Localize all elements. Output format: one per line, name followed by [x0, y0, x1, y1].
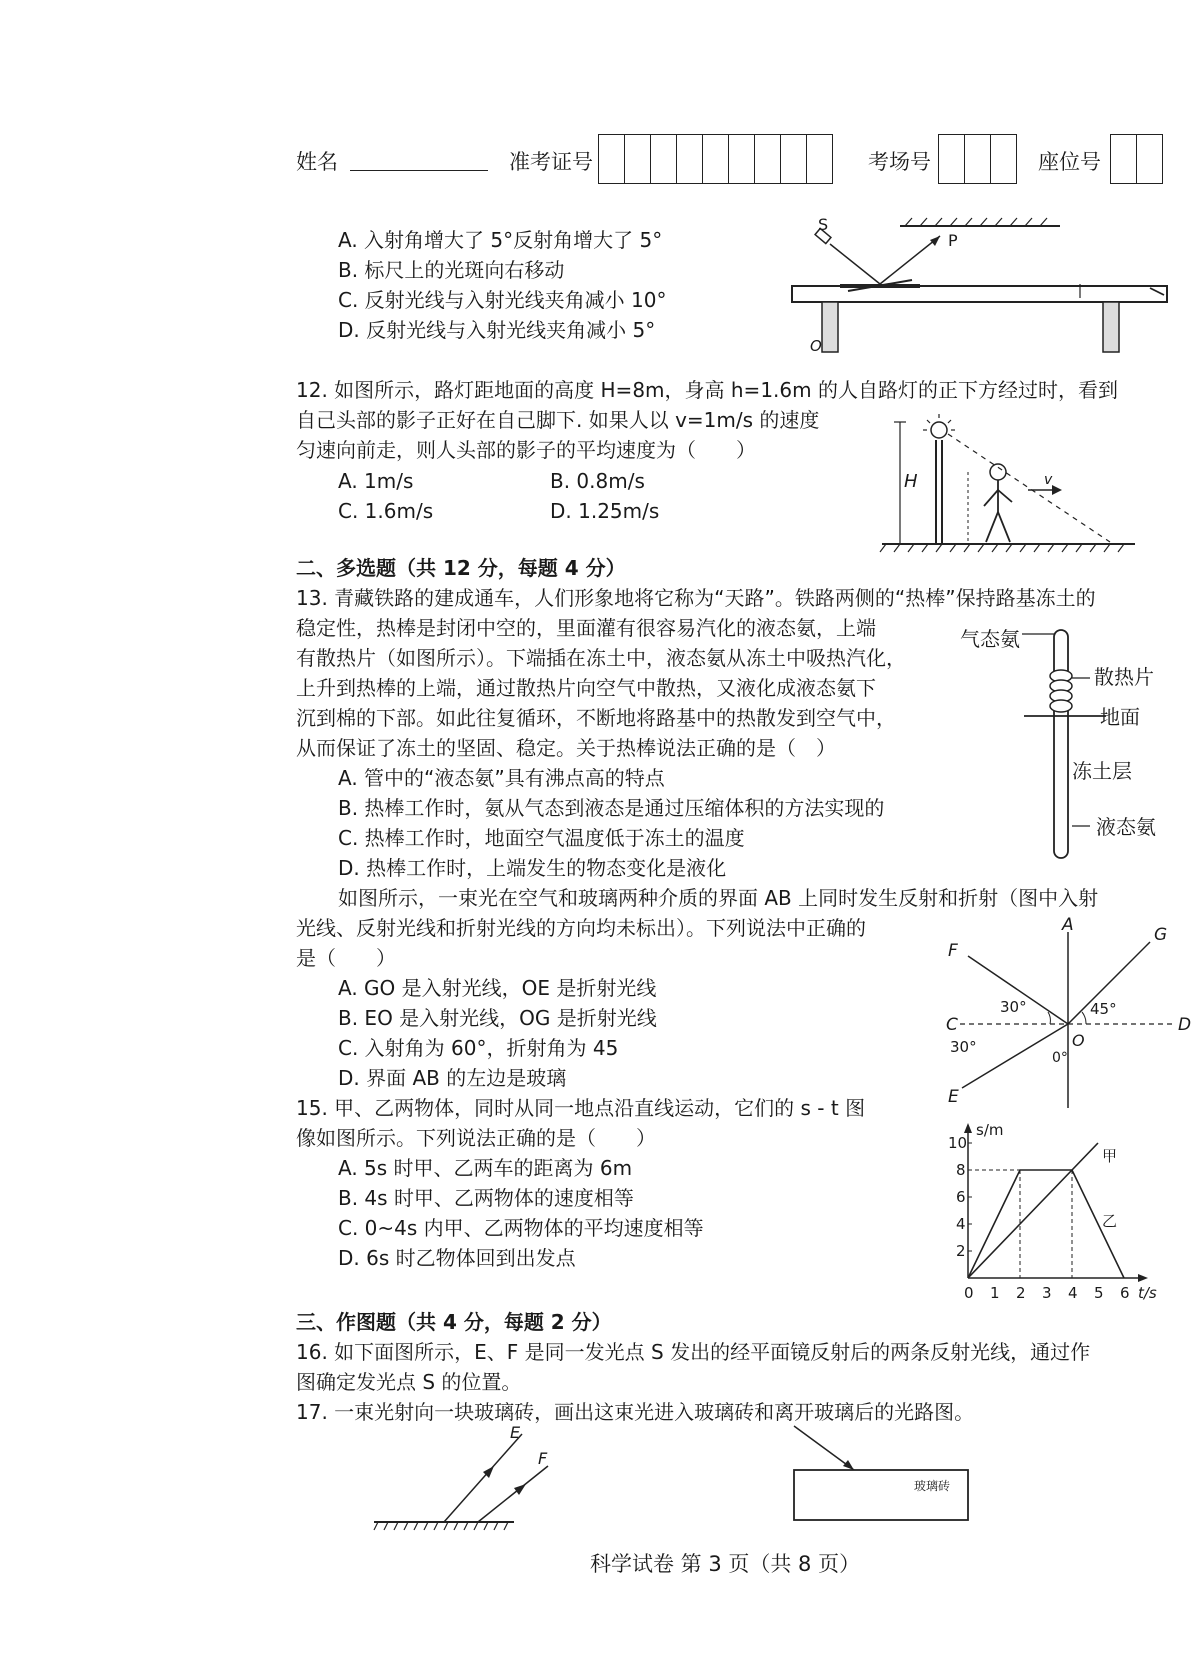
q11-fig-s: S [818, 215, 829, 234]
q13-fig-frozen: 冻土层 [1072, 759, 1132, 783]
q13-fig-gas: 气态氨 [960, 627, 1020, 651]
seat-label: 座位号 [1038, 150, 1101, 174]
q12-fig-h: H [904, 471, 918, 492]
room-label: 考场号 [868, 150, 931, 174]
q13-option-c: C. 热棒工作时，地面空气温度低于冻土的温度 [338, 826, 745, 850]
q11-option-a: A. 入射角增大了 5°反射角增大了 5° [338, 228, 663, 252]
q14-option-d: D. 界面 AB 的左边是玻璃 [338, 1066, 567, 1090]
q14-line-1: 如图所示，一束光在空气和玻璃两种介质的界面 AB 上同时发生反射和折射（图中入射 [338, 886, 1099, 910]
x-axis-arrow [1138, 1274, 1148, 1282]
q13-figure [960, 626, 1190, 866]
q16-fig-e: E [510, 1423, 521, 1442]
name-blank[interactable] [350, 170, 488, 171]
q14-fig-d: D [1178, 1015, 1192, 1035]
y-axis-label: s/m [976, 1121, 1004, 1139]
y-tick-label: 10 [948, 1134, 968, 1152]
q12-option-a: A. 1m/s [338, 469, 414, 493]
q11-option-d: D. 反射光线与入射光线夹角减小 5° [338, 318, 656, 342]
q13-option-b: B. 热棒工作时，氨从气态到液态是通过压缩体积的方法实现的 [338, 796, 885, 820]
x-tick-label: 3 [1042, 1284, 1052, 1302]
q14-option-a: A. GO 是入射光线，OE 是折射光线 [338, 976, 657, 1000]
q13-option-d: D. 热棒工作时，上端发生的物态变化是液化 [338, 856, 727, 880]
q12-line-2: 自己头部的影子正好在自己脚下. 如果人以 v=1m/s 的速度 [296, 408, 820, 432]
series-line-0 [968, 1143, 1098, 1278]
q14-fig-a: A [1062, 915, 1074, 935]
q11-fig-o: O [810, 337, 822, 355]
y-tick-label: 8 [956, 1161, 966, 1179]
room-boxes[interactable] [938, 134, 1017, 184]
q15-option-b: B. 4s 时甲、乙两物体的速度相等 [338, 1186, 634, 1210]
q12-fig-v: v [1044, 472, 1053, 488]
q14-figure [940, 915, 1192, 1110]
q13-line-3: 有散热片（如图所示）。下端插在冻土中，液态氨从冻土中吸热汽化， [296, 646, 906, 670]
q14-fig-f: F [948, 941, 958, 961]
q13-fig-fins: 散热片 [1094, 665, 1154, 689]
q13-line-4: 上升到热棒的上端，通过散热片向空气中散热，又液化成液态氨下 [296, 676, 876, 700]
q12-figure [880, 412, 1140, 562]
y-tick-label: 6 [956, 1188, 966, 1206]
x-axis-label: t/s [1138, 1284, 1157, 1302]
q17-figure [780, 1424, 980, 1534]
q17-fig-glass: 玻璃砖 [914, 1479, 951, 1493]
q14-fig-30b: 30° [950, 1038, 977, 1056]
section-3-title: 三、作图题（共 4 分，每题 2 分） [296, 1310, 612, 1334]
q12-option-b: B. 0.8m/s [550, 469, 645, 493]
q15-option-a: A. 5s 时甲、乙两车的距离为 6m [338, 1156, 633, 1180]
q12-option-c: C. 1.6m/s [338, 499, 434, 523]
x-tick-label: 5 [1094, 1284, 1104, 1302]
x-tick-label: 0 [964, 1284, 974, 1302]
x-tick-label: 2 [1016, 1284, 1026, 1302]
q15-line-2: 像如图所示。下列说法正确的是（ ） [296, 1126, 656, 1150]
q15-st-chart [930, 1112, 1180, 1312]
q15-option-c: C. 0~4s 内甲、乙两物体的平均速度相等 [338, 1216, 704, 1240]
q14-fig-o: O [1072, 1031, 1085, 1050]
q14-fig-g: G [1154, 925, 1168, 945]
exam-id-boxes[interactable] [598, 134, 833, 184]
q12-option-d: D. 1.25m/s [550, 499, 660, 523]
q11-figure [780, 216, 1180, 356]
y-axis-arrow [964, 1123, 972, 1133]
series-label-jia: 甲 [1102, 1147, 1118, 1165]
q13-fig-ground: 地面 [1100, 705, 1140, 729]
name-label: 姓名 [296, 150, 338, 174]
exam-id-label: 准考证号 [509, 150, 593, 174]
q13-line-1: 13. 青藏铁路的建成通车，人们形象地将它称为“天路”。铁路两侧的“热棒”保持路基冻土的 [296, 586, 1096, 610]
x-tick-label: 4 [1068, 1284, 1078, 1302]
q14-fig-45: 45° [1090, 1000, 1117, 1018]
y-tick-label: 4 [956, 1215, 966, 1233]
q13-line-5: 沉到棉的下部。如此往复循环，不断地将路基中的热散发到空气中， [296, 706, 896, 730]
q16-figure [370, 1424, 550, 1534]
q15-line-1: 15. 甲、乙两物体，同时从同一地点沿直线运动，它们的 s - t 图 [296, 1096, 866, 1120]
q14-fig-e: E [948, 1087, 959, 1107]
q14-fig-30a: 30° [1000, 998, 1027, 1016]
q14-option-c: C. 入射角为 60°，折射角为 45 [338, 1036, 619, 1060]
x-tick-label: 6 [1120, 1284, 1130, 1302]
page-footer: 科学试卷 第 3 页（共 8 页） [590, 1552, 861, 1576]
q14-line-3: 是（ ） [296, 946, 396, 970]
q12-line-1: 12. 如图所示，路灯距地面的高度 H=8m，身高 h=1.6m 的人自路灯的正下方经过时，看到 [296, 378, 1118, 402]
q14-fig-c: C [946, 1015, 958, 1035]
q11-option-c: C. 反射光线与入射光线夹角减小 10° [338, 288, 667, 312]
q12-line-3: 匀速向前走，则人头部的影子的平均速度为（ ） [296, 438, 756, 462]
section-2-title: 二、多选题（共 12 分，每题 4 分） [296, 556, 626, 580]
q13-fig-liquid: 液态氨 [1096, 815, 1156, 839]
q13-option-a: A. 管中的“液态氨”具有沸点高的特点 [338, 766, 665, 790]
q13-line-6: 从而保证了冻土的坚固、稳定。关于热棒说法正确的是（ ） [296, 736, 836, 760]
q16-fig-f: F [538, 1449, 548, 1468]
q11-fig-p: P [948, 231, 958, 250]
series-line-1 [968, 1170, 1124, 1278]
q16-line-1: 16. 如下面图所示，E、F 是同一发光点 S 发出的经平面镜反射后的两条反射光线，通过作 [296, 1340, 1091, 1364]
q14-line-2: 光线、反射光线和折射光线的方向均未标出）。下列说法中正确的 [296, 916, 866, 940]
q14-option-b: B. EO 是入射光线，OG 是折射光线 [338, 1006, 657, 1030]
series-label-yi: 乙 [1102, 1212, 1118, 1230]
q14-fig-0: 0° [1052, 1050, 1068, 1066]
y-tick-label: 2 [956, 1242, 966, 1260]
seat-boxes[interactable] [1110, 134, 1163, 184]
q13-line-2: 稳定性，热棒是封闭中空的，里面灌有很容易汽化的液态氨，上端 [296, 616, 876, 640]
x-tick-label: 1 [990, 1284, 1000, 1302]
q17-line-1: 17. 一束光射向一块玻璃砖，画出这束光进入玻璃砖和离开玻璃后的光路图。 [296, 1400, 975, 1424]
q16-line-2: 图确定发光点 S 的位置。 [296, 1370, 522, 1394]
q15-option-d: D. 6s 时乙物体回到出发点 [338, 1246, 576, 1270]
q11-option-b: B. 标尺上的光斑向右移动 [338, 258, 565, 282]
